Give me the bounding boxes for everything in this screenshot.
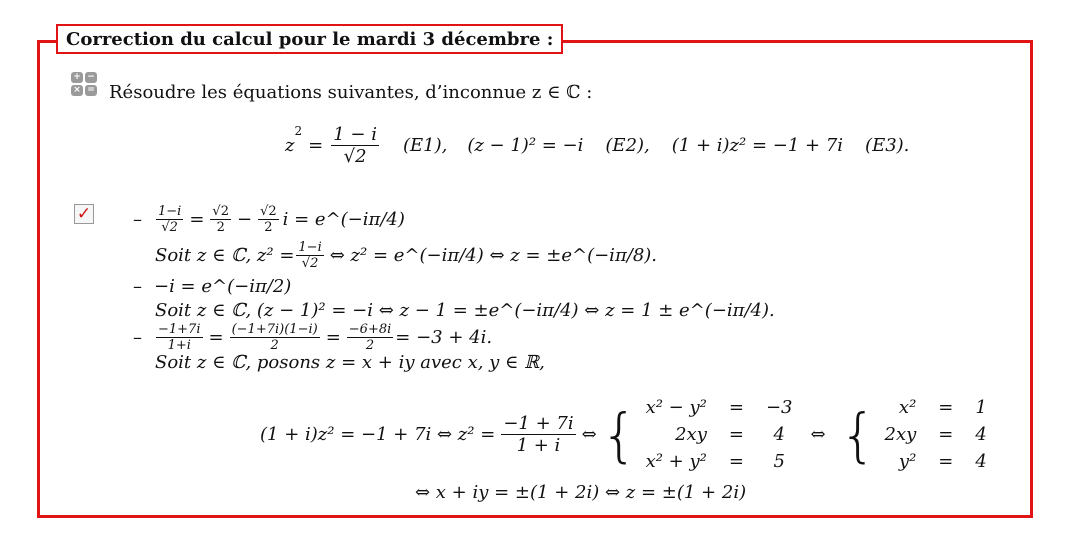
system-cell: = bbox=[938, 451, 954, 472]
checkmark-icon[interactable]: ✓ bbox=[74, 204, 94, 224]
system-cell: = bbox=[938, 397, 954, 418]
e3-equation: (1 + i)z² = −1 + 7i bbox=[671, 135, 844, 156]
e2-tag: (E2), bbox=[605, 135, 650, 156]
e2-equation: (z − 1)² = −i bbox=[467, 135, 584, 156]
l5b-num: (−1+7i)(1−i) bbox=[231, 322, 318, 337]
l5c-den: 2 bbox=[365, 338, 375, 353]
system-cell: 4 bbox=[975, 451, 987, 472]
system-cell: 1 bbox=[975, 397, 987, 418]
system-cell: 4 bbox=[975, 424, 987, 445]
system-cell: = bbox=[938, 424, 954, 445]
dash-1: – bbox=[133, 209, 142, 230]
e1-exponent: 2 bbox=[294, 124, 303, 138]
system-cell: = bbox=[728, 397, 744, 418]
system-cell: x² bbox=[898, 397, 917, 418]
l2-rest: ⇔ z² = e^(−iπ/4) ⇔ z = ±e^(−iπ/8). bbox=[329, 245, 658, 266]
system-cell: 5 bbox=[773, 451, 785, 472]
system-cell: 2xy bbox=[884, 424, 917, 445]
final-line: ⇔ x + iy = ±(1 + 2i) ⇔ z = ±(1 + 2i) bbox=[415, 482, 747, 503]
l1a-den: √2 bbox=[161, 220, 178, 235]
page-title: Correction du calcul pour le mardi 3 décembre : bbox=[56, 24, 563, 54]
system-1 bbox=[638, 393, 801, 476]
l2-start: Soit z ∈ ℂ, z² = bbox=[155, 245, 295, 266]
e1-numerator: 1 − i bbox=[333, 124, 377, 145]
l3-text: −i = e^(−iπ/2) bbox=[154, 276, 292, 297]
sys-den: 1 + i bbox=[516, 435, 561, 456]
system-cell: x² + y² bbox=[645, 451, 707, 472]
equiv-1: ⇔ bbox=[581, 424, 597, 445]
problem-statement: Résoudre les équations suivantes, d’inconnue z ∈ ℂ : bbox=[109, 82, 593, 103]
l1c-den: 2 bbox=[264, 220, 273, 235]
dash-2: – bbox=[133, 276, 142, 297]
system-cell: 4 bbox=[773, 424, 785, 445]
system-cell: 2xy bbox=[675, 424, 707, 445]
l1b-den: 2 bbox=[216, 220, 225, 235]
system-row bbox=[640, 422, 799, 447]
e1-denominator: √2 bbox=[343, 146, 367, 167]
l5c-num: −6+8i bbox=[348, 322, 392, 337]
l2-den: √2 bbox=[301, 256, 319, 271]
l1a-num: 1−i bbox=[158, 204, 182, 219]
system-row bbox=[640, 449, 799, 474]
system-row bbox=[879, 422, 993, 447]
l5a-num: −1+7i bbox=[158, 322, 201, 337]
equiv-2: ⇔ bbox=[810, 424, 826, 445]
system-2 bbox=[877, 393, 995, 476]
sys-num: −1 + 7i bbox=[503, 413, 574, 434]
l5a-den: 1+i bbox=[167, 338, 191, 353]
system-cell: x² − y² bbox=[645, 397, 707, 418]
solution-line-3 bbox=[133, 276, 291, 297]
l5b-den: 2 bbox=[270, 338, 279, 353]
solution-line-4: Soit z ∈ ℂ, (z − 1)² = −i ⇔ z − 1 = ±e^(−iπ/4) ⇔ z = 1 ± e^(−iπ/4). bbox=[155, 300, 775, 321]
l2-num: 1−i bbox=[298, 240, 322, 255]
equations-line bbox=[285, 124, 909, 167]
e1-lhs: z bbox=[285, 135, 295, 156]
e1-equals: = bbox=[308, 135, 324, 156]
system-row bbox=[640, 395, 799, 420]
system-row bbox=[879, 449, 993, 474]
solution-line-1: – $\frac{1-i}{√2}$ = $\frac{√2}{2}$ − $\frac{√2}{2}$ i = e^(−iπ/4) bbox=[133, 204, 405, 235]
sys-lhs: (1 + i)z² = −1 + 7i ⇔ z² = bbox=[260, 424, 496, 445]
l5-rest: = −3 + 4i. bbox=[395, 327, 493, 348]
solution-line-6: Soit z ∈ ℂ, posons z = x + iy avec x, y ∈ ℝ, bbox=[155, 352, 545, 373]
solution-line-2 bbox=[155, 240, 657, 271]
system-cell: = bbox=[728, 451, 744, 472]
l1-rest: i = e^(−iπ/4) bbox=[282, 209, 405, 230]
l1b-num: √2 bbox=[212, 204, 229, 219]
e3-tag: (E3). bbox=[865, 135, 910, 156]
system-block: (1 + i)z² = −1 + 7i ⇔ z² = $\frac{-1 + 7i}{1 + i}$ ⇔ { x² − y² = −3 2xy = 4 x² + y² = 5 ⇔ { x² = 1 2xy = 4 y² = 4 bbox=[260, 393, 995, 476]
calculator-icon[interactable]: + − × = bbox=[71, 72, 99, 98]
e1-tag: (E1), bbox=[402, 135, 448, 156]
system-cell: = bbox=[728, 424, 744, 445]
system-row bbox=[879, 395, 993, 420]
l1c-num: √2 bbox=[260, 204, 277, 219]
system-cell: y² bbox=[898, 451, 917, 472]
system-cell: −3 bbox=[765, 397, 793, 418]
dash-3: – bbox=[133, 327, 142, 348]
solution-line-5: – $\frac{-1+7i}{1+i}$ = $\frac{(-1+7i)(1-i)}{2}$ = $\frac{-6+8i}{2}$ = −3 + 4i. bbox=[133, 322, 493, 353]
